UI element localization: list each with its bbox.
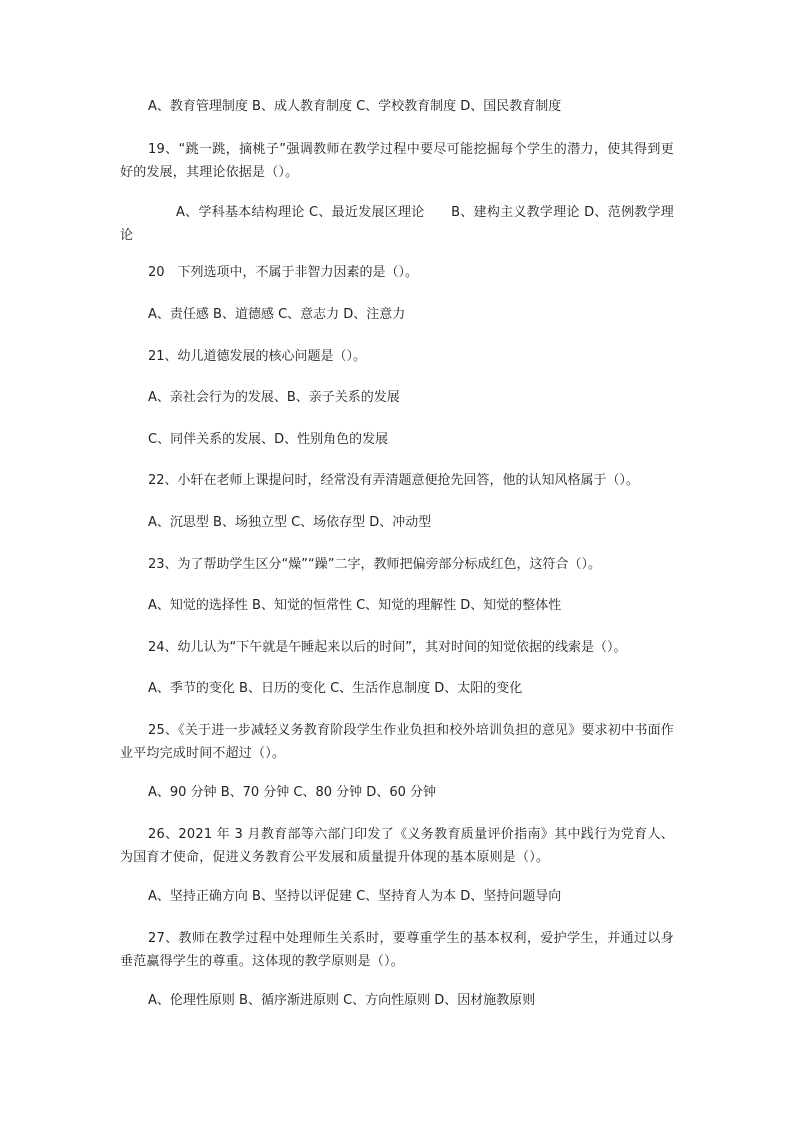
q26-options: A、坚持正确方向 B、坚持以评促建 C、坚持育人为本 D、坚持问题导向 xyxy=(148,889,562,904)
q26-stem: 26、2021 年 3 月教育部等六部门印发了《义务教育质量评价指南》其中践行为党育人、为国育才使命，促进义务教育公平发展和质量提升体现的基本原则是（）。 xyxy=(120,827,674,865)
q21-options-line1: A、亲社会行为的发展、B、亲子关系的发展 xyxy=(148,390,400,405)
q24-stem: 24、幼儿认为“下午就是午睡起来以后的时间”，其对时间的知觉依据的线索是（）。 xyxy=(148,640,627,655)
q18-options: A、教育管理制度 B、成人教育制度 C、学校教育制度 D、国民教育制度 xyxy=(148,99,562,114)
q20-options: A、责任感 B、道德感 C、意志力 D、注意力 xyxy=(148,307,406,322)
q23-options: A、知觉的选择性 B、知觉的恒常性 C、知觉的理解性 D、知觉的整体性 xyxy=(148,598,562,613)
q22-options: A、沉思型 B、场独立型 C、场依存型 D、冲动型 xyxy=(148,515,432,530)
q21-stem: 21、幼儿道德发展的核心问题是（）。 xyxy=(148,349,367,364)
q22-stem: 22、小轩在老师上课提问时，经常没有弄清题意便抢先回答，他的认知风格属于（）。 xyxy=(148,473,640,488)
q19-options: A、学科基本结构理论 C、最近发展区理论 B、建构主义教学理论 D、范例教学理论 xyxy=(120,205,674,243)
q20-stem: 20 下列选项中，不属于非智力因素的是（）。 xyxy=(148,265,419,280)
q25-options: A、90 分钟 B、70 分钟 C、80 分钟 D、60 分钟 xyxy=(148,785,436,800)
q21-options-line2: C、同伴关系的发展、D、性别角色的发展 xyxy=(148,432,389,447)
q25-stem: 25、《关于进一步减轻义务教育阶段学生作业负担和校外培训负担的意见》要求初中书面作业平均完成时间不超过（）。 xyxy=(120,723,674,761)
q27-options: A、伦理性原则 B、循序渐进原则 C、方向性原则 D、因材施教原则 xyxy=(148,993,536,1008)
q24-options: A、季节的变化 B、日历的变化 C、生活作息制度 D、太阳的变化 xyxy=(148,681,523,696)
q19-stem: 19、“跳一跳，摘桃子”强调教师在教学过程中要尽可能挖掘每个学生的潜力，使其得到更好的发展，其理论依据是（）。 xyxy=(120,142,674,180)
q27-stem: 27、教师在教学过程中处理师生关系时，要尊重学生的基本权利，爱护学生，并通过以身垂范赢得学生的尊重。这体现的教学原则是（）。 xyxy=(120,931,674,969)
q23-stem: 23、为了帮助学生区分“燥”“躁”二字，教师把偏旁部分标成红色，这符合（）。 xyxy=(148,557,601,572)
